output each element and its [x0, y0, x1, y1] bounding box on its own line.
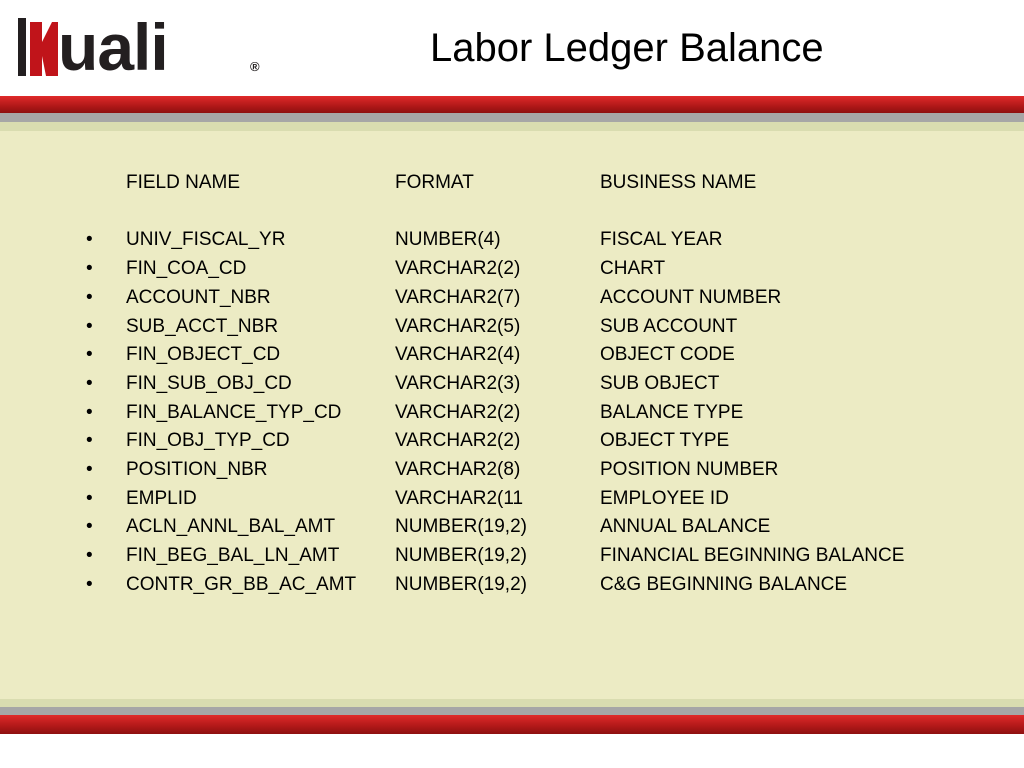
business-name: FINANCIAL BEGINNING BALANCE: [600, 545, 905, 566]
table-row: [0, 373, 1024, 402]
top-gray-stripe: [0, 113, 1024, 122]
bullet: •: [86, 316, 93, 337]
kuali-k-mark: [18, 18, 58, 76]
bullet: •: [86, 430, 93, 451]
field-format: NUMBER(19,2): [395, 516, 527, 537]
bullet: •: [86, 402, 93, 423]
field-format: VARCHAR2(7): [395, 287, 521, 308]
logo-wordmark: uali: [58, 10, 168, 84]
bottom-red-stripe: [0, 715, 1024, 734]
business-name: FISCAL YEAR: [600, 229, 723, 250]
business-name: OBJECT TYPE: [600, 430, 730, 451]
bullet: •: [86, 229, 93, 250]
business-name: ACCOUNT NUMBER: [600, 287, 782, 308]
field-name: ACLN_ANNL_BAL_AMT: [126, 516, 336, 537]
bottom-cream-stripe: [0, 699, 1024, 707]
field-name: EMPLID: [126, 488, 197, 509]
table-header-row: [0, 172, 1024, 201]
table-row: [0, 402, 1024, 431]
business-name: EMPLOYEE ID: [600, 488, 729, 509]
business-name: OBJECT CODE: [600, 344, 735, 365]
bullet: •: [86, 287, 93, 308]
field-name: FIN_BEG_BAL_LN_AMT: [126, 545, 340, 566]
business-name: BALANCE TYPE: [600, 402, 744, 423]
bullet: •: [86, 258, 93, 279]
bullet: •: [86, 516, 93, 537]
table-row: [0, 316, 1024, 345]
field-format: VARCHAR2(4): [395, 344, 521, 365]
field-format: VARCHAR2(2): [395, 430, 521, 451]
table-row: [0, 344, 1024, 373]
field-name: POSITION_NBR: [126, 459, 268, 480]
business-name: C&G BEGINNING BALANCE: [600, 574, 848, 595]
business-name: ANNUAL BALANCE: [600, 516, 771, 537]
table-row: [0, 545, 1024, 574]
business-name: CHART: [600, 258, 666, 279]
registered-mark: ®: [250, 59, 260, 74]
bullet: •: [86, 373, 93, 394]
field-name: SUB_ACCT_NBR: [126, 316, 279, 337]
table-row: [0, 459, 1024, 488]
header-business-name: BUSINESS NAME: [600, 172, 757, 193]
business-name: SUB OBJECT: [600, 373, 720, 394]
field-format: VARCHAR2(11: [395, 488, 524, 509]
field-format: VARCHAR2(2): [395, 258, 521, 279]
field-name: FIN_BALANCE_TYP_CD: [126, 402, 342, 423]
field-format: VARCHAR2(5): [395, 316, 521, 337]
table-row: [0, 287, 1024, 316]
header-field-name: FIELD NAME: [126, 172, 241, 193]
field-format: NUMBER(4): [395, 229, 501, 250]
bottom-gray-stripe: [0, 707, 1024, 715]
bullet: •: [86, 488, 93, 509]
field-name: CONTR_GR_BB_AC_AMT: [126, 574, 357, 595]
field-name: FIN_COA_CD: [126, 258, 247, 279]
field-format: VARCHAR2(8): [395, 459, 521, 480]
business-name: SUB ACCOUNT: [600, 316, 738, 337]
field-format: NUMBER(19,2): [395, 545, 527, 566]
bullet: •: [86, 574, 93, 595]
header-format: FORMAT: [395, 172, 474, 193]
top-red-stripe: [0, 96, 1024, 113]
bullet: •: [86, 545, 93, 566]
field-format: VARCHAR2(3): [395, 373, 521, 394]
table-row: [0, 574, 1024, 603]
field-name: FIN_OBJ_TYP_CD: [126, 430, 290, 451]
slide-title: Labor Ledger Balance: [430, 26, 824, 70]
table-row: [0, 258, 1024, 287]
field-format: VARCHAR2(2): [395, 402, 521, 423]
table-row: [0, 488, 1024, 517]
top-cream-stripe: [0, 122, 1024, 131]
table-row: [0, 516, 1024, 545]
field-name: FIN_OBJECT_CD: [126, 344, 281, 365]
business-name: POSITION NUMBER: [600, 459, 779, 480]
field-name: FIN_SUB_OBJ_CD: [126, 373, 292, 394]
table-row: [0, 229, 1024, 258]
slide-header: [0, 0, 1024, 96]
bullet: •: [86, 344, 93, 365]
table-row: [0, 430, 1024, 459]
field-format: NUMBER(19,2): [395, 574, 527, 595]
kuali-logo: [18, 10, 268, 84]
field-name: UNIV_FISCAL_YR: [126, 229, 286, 250]
bullet: •: [86, 459, 93, 480]
field-name: ACCOUNT_NBR: [126, 287, 271, 308]
